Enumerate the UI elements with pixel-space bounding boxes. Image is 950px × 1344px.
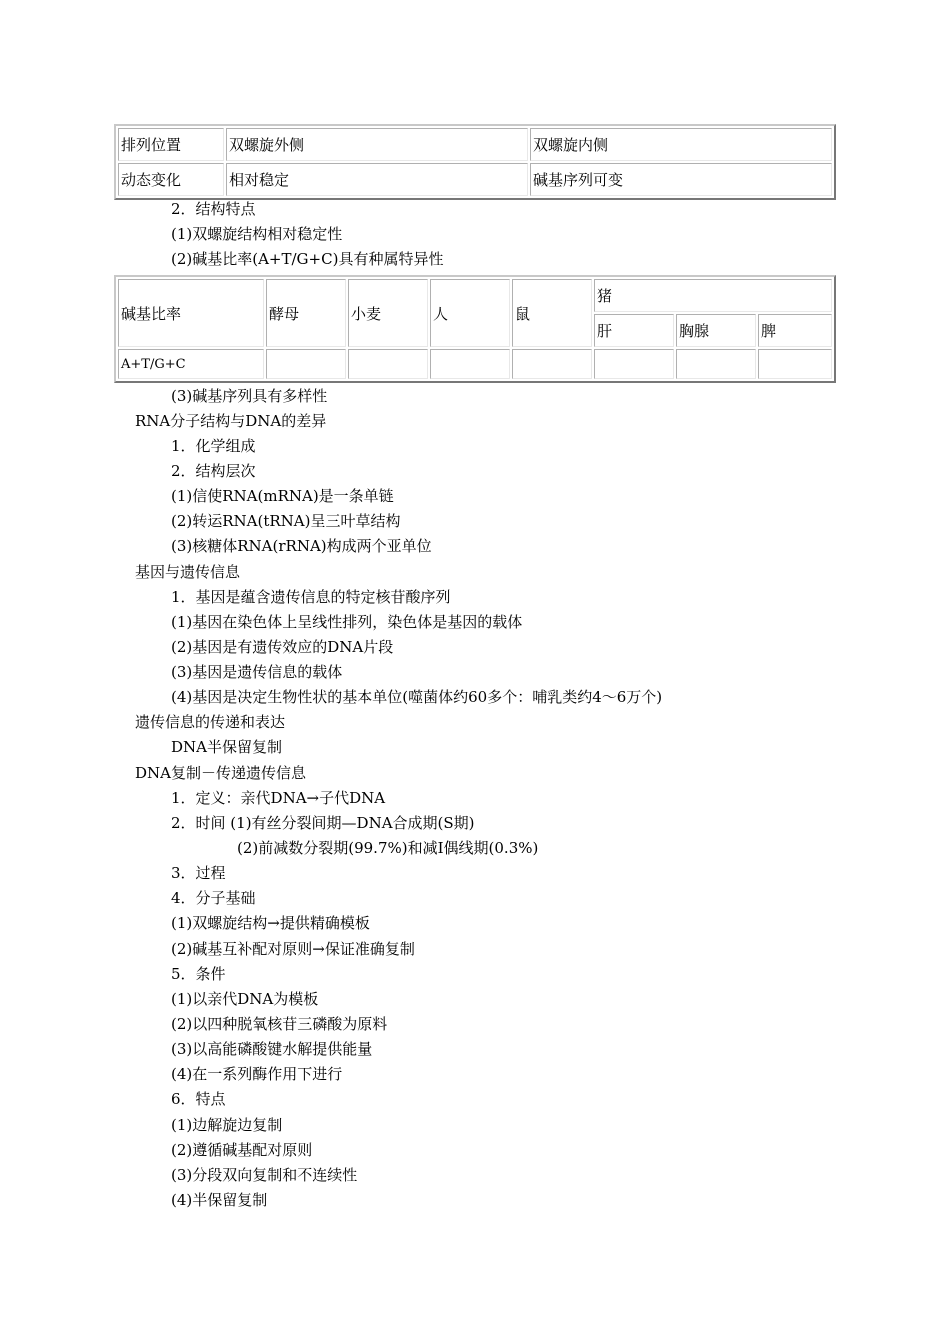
table-header-cell: 小麦	[348, 279, 428, 347]
paragraph: (2)以四种脱氧核苷三磷酸为原料	[171, 1015, 388, 1033]
table-header-cell: 碱基比率	[118, 279, 264, 347]
paragraph: (4)基因是决定生物性状的基本单位(噬菌体约60多个：哺乳类约4～6万个)	[171, 688, 663, 706]
table-header-cell: 肝	[594, 314, 674, 347]
paragraph: (2)转运RNA(tRNA)呈三叶草结构	[171, 512, 401, 530]
table-cell: 双螺旋内侧	[530, 128, 832, 161]
table-header-cell: 猪	[594, 279, 832, 312]
heading: 遗传信息的传递和表达	[135, 713, 286, 731]
table-cell	[594, 349, 674, 379]
table-row-label: A+T/G+C	[118, 349, 264, 379]
paragraph: 5．条件	[171, 965, 226, 983]
paragraph: (2)遵循碱基配对原则	[171, 1141, 313, 1159]
paragraph: 6．特点	[171, 1090, 226, 1108]
paragraph: (3)分段双向复制和不连续性	[171, 1166, 358, 1184]
paragraph: (3)基因是遗传信息的载体	[171, 663, 343, 681]
paragraph: (2)碱基比率(A+T/G+C)具有种属特异性	[171, 250, 444, 268]
table-cell	[430, 349, 510, 379]
table-header-cell: 酵母	[266, 279, 346, 347]
base-ratio-table	[114, 275, 836, 383]
table-header-cell: 鼠	[512, 279, 592, 347]
paragraph: (4)在一系列酶作用下进行	[171, 1065, 343, 1083]
paragraph: (3)以高能磷酸键水解提供能量	[171, 1040, 373, 1058]
paragraph: (1)边解旋边复制	[171, 1116, 283, 1134]
paragraph: (3)核糖体RNA(rRNA)构成两个亚单位	[171, 537, 432, 555]
paragraph: (1)双螺旋结构→提供精确模板	[171, 914, 370, 932]
table-header-cell: 胸腺	[676, 314, 756, 347]
paragraph: 4．分子基础	[171, 889, 256, 907]
paragraph: (3)碱基序列具有多样性	[171, 387, 328, 405]
heading: 基因与遗传信息	[135, 563, 241, 581]
paragraph: (1)基因在染色体上呈线性排列，染色体是基因的载体	[171, 613, 523, 631]
table-cell	[676, 349, 756, 379]
paragraph: (2)基因是有遗传效应的DNA片段	[171, 638, 394, 656]
paragraph: 1．化学组成	[171, 437, 256, 455]
table-cell	[512, 349, 592, 379]
table-cell: 相对稳定	[226, 163, 528, 196]
table-header-cell: 脾	[758, 314, 832, 347]
paragraph: (4)半保留复制	[171, 1191, 268, 1209]
table-cell: 双螺旋外侧	[226, 128, 528, 161]
paragraph: 2．结构层次	[171, 462, 256, 480]
table-header-cell: 人	[430, 279, 510, 347]
paragraph: 1．基因是蕴含遗传信息的特定核苷酸序列	[171, 588, 451, 606]
paragraph: 3．过程	[171, 864, 226, 882]
section-title: 2．结构特点	[171, 200, 256, 218]
paragraph: (2)前减数分裂期(99.7%)和减Ⅰ偶线期(0.3%)	[237, 839, 539, 857]
heading: DNA复制－传递遗传信息	[135, 764, 306, 782]
paragraph: (1)信使RNA(mRNA)是一条单链	[171, 487, 394, 505]
table-cell: 排列位置	[118, 128, 224, 161]
paragraph: (1)以亲代DNA为模板	[171, 990, 319, 1008]
paragraph: 2．时间 (1)有丝分裂间期—DNA合成期(S期)	[171, 814, 475, 832]
paragraph: DNA半保留复制	[171, 738, 282, 756]
table-cell	[266, 349, 346, 379]
table-cell	[758, 349, 832, 379]
paragraph: 1．定义：亲代DNA→子代DNA	[171, 789, 386, 807]
paragraph: (2)碱基互补配对原则→保证准确复制	[171, 940, 415, 958]
table-cell: 动态变化	[118, 163, 224, 196]
table-cell: 碱基序列可变	[530, 163, 832, 196]
heading: RNA分子结构与DNA的差异	[135, 412, 327, 430]
table-cell	[348, 349, 428, 379]
paragraph: (1)双螺旋结构相对稳定性	[171, 225, 343, 243]
comparison-table	[114, 124, 836, 200]
